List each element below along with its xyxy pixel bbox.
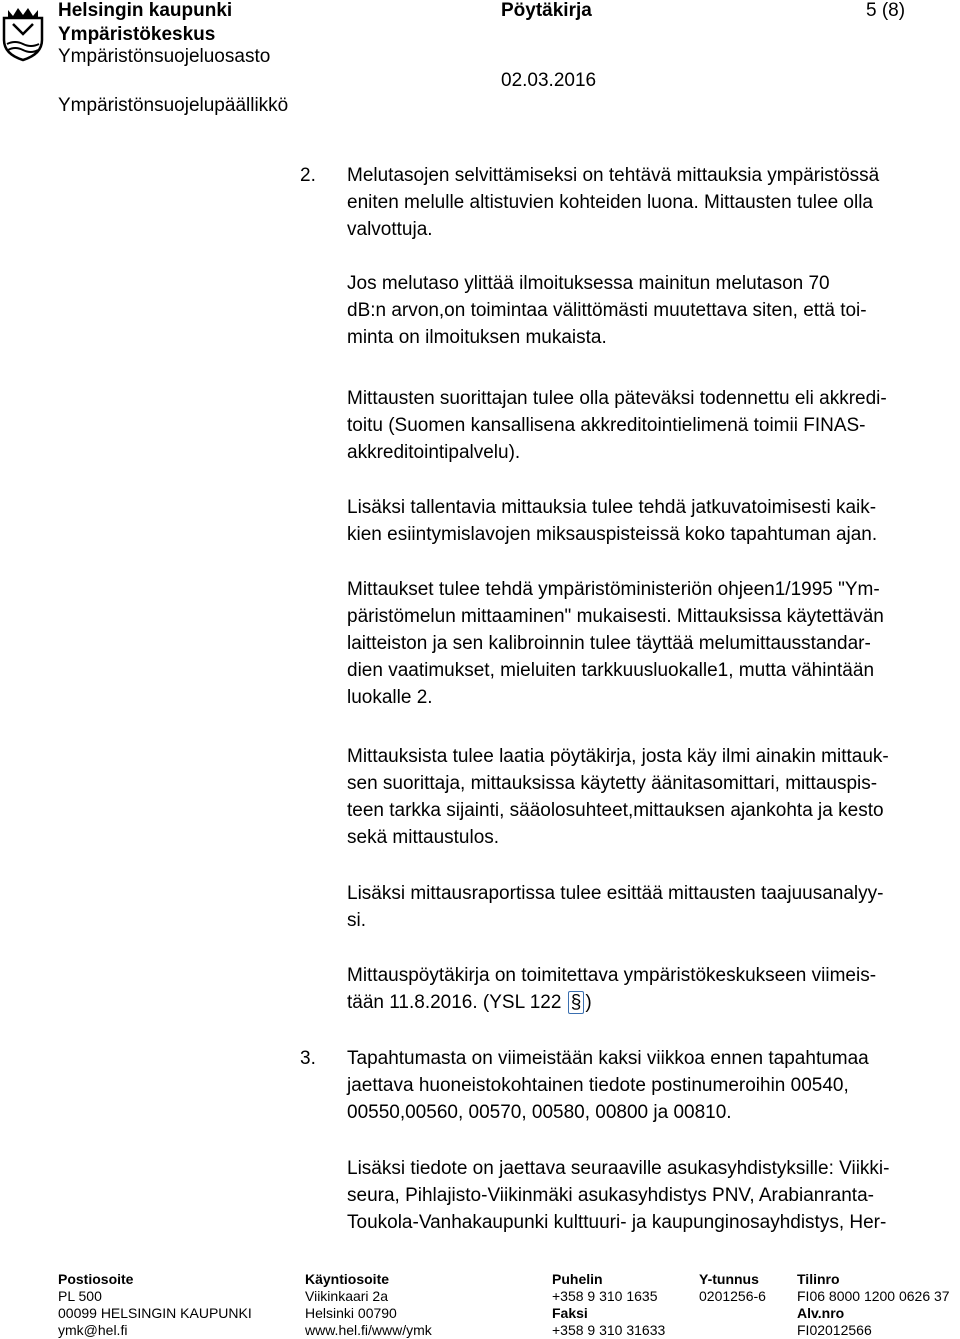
- item-number-3: 3.: [300, 1048, 316, 1069]
- text-line: eniten melulle altistuvien kohteiden luona. Mittausten tulee olla: [347, 192, 873, 213]
- paragraph-measurement-guideline: [347, 576, 937, 711]
- text-line: Mittausten suorittajan tulee olla päteväksi todennettu eli akkredi-: [347, 388, 887, 409]
- text-line: dB:n arvon,on toimintaa välittömästi muutettava siten, että toi-: [347, 300, 867, 321]
- text-line: toitu (Suomen kansallisena akkreditointielimenä toimii FINAS-: [347, 415, 866, 436]
- paragraph-resident-associations: [347, 1155, 937, 1236]
- text-line: [347, 989, 937, 1016]
- text-line: dien vaatimukset, mieluiten tarkkuusluokalle1, mutta vähintään: [347, 660, 875, 681]
- text-line: Lisäksi tiedote on jaettava seuraaville asukasyhdistyksille: Viikki-: [347, 1158, 890, 1179]
- item-number-2: 2.: [300, 165, 316, 186]
- footer-value: Viikinkaari 2a: [305, 1288, 389, 1304]
- text-line: valvottuja.: [347, 219, 433, 240]
- footer-heading: Puhelin: [552, 1271, 603, 1287]
- text-line: Tapahtumasta on viimeistään kaksi viikkoa ennen tapahtumaa: [347, 1048, 869, 1069]
- footer-value: +358 9 310 31633: [552, 1322, 666, 1338]
- page-number: 5 (8): [866, 0, 906, 21]
- paragraph-protocol-deadline: [347, 962, 937, 1016]
- text-line: Jos melutaso ylittää ilmoituksessa mainitun melutason 70: [347, 273, 830, 294]
- text-line: Lisäksi tallentavia mittauksia tulee tehdä jatkuvatoimisesti kaik-: [347, 497, 877, 518]
- footer-value: +358 9 310 1635: [552, 1288, 658, 1304]
- text-line: si.: [347, 910, 366, 931]
- text-line: jaettava huoneistokohtainen tiedote postinumeroihin 00540,: [347, 1075, 849, 1096]
- footer-heading: Tilinro: [797, 1271, 840, 1287]
- text-line: Toukola-Vanhakaupunki kulttuuri- ja kaupunginosayhdistys, Her-: [347, 1212, 887, 1233]
- footer-heading: Faksi: [552, 1305, 588, 1321]
- doc-type: Pöytäkirja: [501, 0, 592, 21]
- text-line: päristömelun mittaaminen" mukaisesti. Mittauksissa käytettävän: [347, 606, 884, 627]
- item-3-text: [347, 1045, 937, 1126]
- footer-visiting-address: [305, 1271, 432, 1339]
- item-2-text: [347, 162, 937, 243]
- text-line: minta on ilmoituksen mukaista.: [347, 327, 607, 348]
- doc-date: 02.03.2016: [501, 70, 597, 91]
- text-segment: ): [585, 992, 592, 1013]
- footer-value: 0201256-6: [699, 1288, 766, 1304]
- org-division: Ympäristönsuojeluosasto: [58, 46, 271, 67]
- footer-value: Helsinki 00790: [305, 1305, 397, 1321]
- footer-email-link[interactable]: ymk@hel.fi: [58, 1322, 128, 1338]
- text-line: Mittauspöytäkirja on toimitettava ympäristökeskukseen viimeis-: [347, 965, 877, 986]
- text-line: Lisäksi mittausraportissa tulee esittää mittausten taajuusanalyy-: [347, 883, 884, 904]
- paragraph-noise-limit: [347, 270, 937, 351]
- paragraph-frequency-analysis: [347, 880, 937, 934]
- footer-postal-address: [58, 1271, 252, 1339]
- paragraph-protocol-contents: [347, 743, 937, 851]
- text-line: seura, Pihlajisto-Viikinmäki asukasyhdistys PNV, Arabianranta-: [347, 1185, 874, 1206]
- footer-value: PL 500: [58, 1288, 102, 1304]
- footer-bank-account: [797, 1271, 950, 1339]
- footer-heading: Alv.nro: [797, 1305, 845, 1321]
- org-name: Helsingin kaupunki: [58, 0, 233, 21]
- footer-website-link[interactable]: www.hel.fi/www/ymk: [305, 1322, 432, 1338]
- text-line: luokalle 2.: [347, 687, 433, 708]
- footer-business-id: [699, 1271, 766, 1305]
- text-line: laitteiston ja sen kalibroinnin tulee täyttää melumittausstandar-: [347, 633, 871, 654]
- footer-value: 00099 HELSINGIN KAUPUNKI: [58, 1305, 252, 1321]
- text-line: 00550,00560, 00570, 00580, 00800 ja 00810.: [347, 1102, 732, 1123]
- text-line: Mittauksista tulee laatia pöytäkirja, josta käy ilmi ainakin mittauk-: [347, 746, 889, 767]
- text-line: sekä mittaustulos.: [347, 827, 500, 848]
- text-line: kien esiintymislavojen miksauspisteissä koko tapahtuman ajan.: [347, 524, 878, 545]
- text-line: Mittaukset tulee tehdä ympäristöministeriön ohjeen1/1995 "Ym-: [347, 579, 880, 600]
- helsinki-coat-of-arms-icon: [0, 4, 46, 62]
- text-line: akkreditointipalvelu).: [347, 442, 521, 463]
- footer-heading: Käyntiosoite: [305, 1271, 390, 1287]
- text-segment: tään 11.8.2016. (YSL 122: [347, 992, 567, 1013]
- text-line: Melutasojen selvittämiseksi on tehtävä mittauksia ympäristössä: [347, 165, 880, 186]
- text-line: teen tarkka sijainti, sääolosuhteet,mittauksen ajankohta ja kesto: [347, 800, 884, 821]
- footer-value: FI02012566: [797, 1322, 872, 1338]
- paragraph-continuous-recording: [347, 494, 937, 548]
- footer-heading: Postiosoite: [58, 1271, 134, 1287]
- footer-value: FI06 8000 1200 0626 37: [797, 1288, 950, 1304]
- paragraph-measurer: [347, 385, 937, 466]
- footer-heading: Y-tunnus: [699, 1271, 759, 1287]
- footer-phone: [552, 1271, 665, 1339]
- law-section-link[interactable]: §: [568, 991, 585, 1014]
- text-line: sen suorittaja, mittauksissa käytetty äänitasomittari, mittauspis-: [347, 773, 878, 794]
- org-department: Ympäristökeskus: [58, 24, 216, 45]
- org-role: Ympäristönsuojelupäällikkö: [58, 95, 289, 116]
